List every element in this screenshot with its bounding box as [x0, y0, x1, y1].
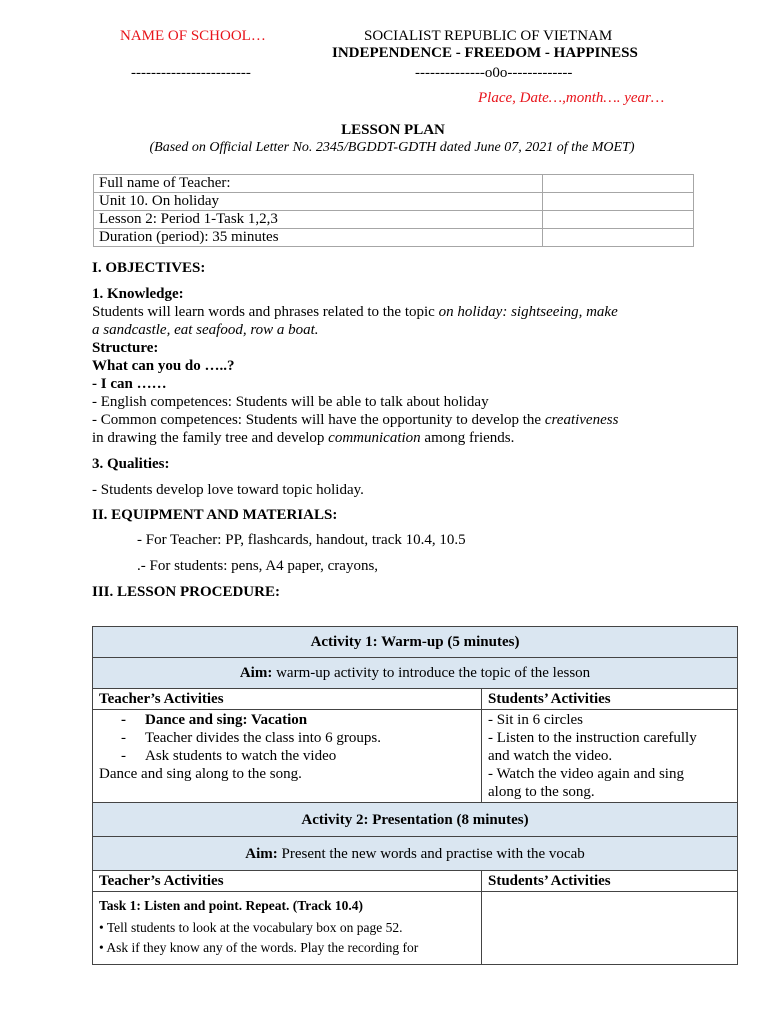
common-comp-c: in drawing the family tree and develop	[92, 430, 329, 446]
common-comp-d: communication	[328, 430, 421, 446]
list-item: - Teacher divides the class into 6 groups.	[99, 729, 475, 747]
teacher-activities-header: Teacher’s Activities	[93, 689, 482, 710]
equipment-students: .- For students: pens, A4 paper, crayons,	[137, 558, 379, 574]
structure-question: What can you do …..?	[92, 358, 235, 374]
student-line: along to the song.	[488, 784, 595, 800]
info-cell: Full name of Teacher:	[94, 175, 543, 193]
motto-rule: --------------o0o-------------	[415, 65, 573, 81]
activity2-header-row	[93, 871, 738, 892]
english-competences: - English competences: Students will be able to talk about holiday	[92, 394, 489, 410]
info-cell: Duration (period): 35 minutes	[94, 229, 543, 247]
activity1-title-row	[93, 627, 738, 658]
page-subtitle: (Based on Official Letter No. 2345/BGDDT-GDTH dated June 07, 2021 of the MOET)	[149, 140, 635, 155]
teacher-activities-cell	[93, 892, 482, 965]
activity2-aim	[93, 837, 738, 871]
activity1-header-row	[93, 689, 738, 710]
students-activities-cell	[482, 710, 738, 803]
activity1-aim	[93, 658, 738, 689]
page-title: LESSON PLAN	[341, 122, 445, 138]
info-blank-cell	[543, 229, 694, 247]
activity1-title: Activity 1: Warm-up (5 minutes)	[93, 627, 738, 658]
equipment-heading: II. EQUIPMENT AND MATERIALS:	[92, 507, 338, 523]
teacher-activity-note: Dance and sing along to the song.	[99, 766, 302, 782]
activity1-content-row	[93, 710, 738, 803]
knowledge-topic-cont: a sandcastle, eat seafood, row a boat.	[92, 322, 319, 338]
info-row	[94, 175, 694, 193]
knowledge-heading: 1. Knowledge:	[92, 286, 184, 302]
info-row	[94, 229, 694, 247]
republic-title: SOCIALIST REPUBLIC OF VIETNAM	[364, 28, 613, 44]
task1-heading: Task 1: Listen and point. Repeat. (Track 10.4)	[99, 898, 364, 913]
activity2-title: Activity 2: Presentation (8 minutes)	[93, 803, 738, 837]
students-activities-header: Students’ Activities	[482, 871, 738, 892]
aim-text: Present the new words and practise with the vocab	[277, 845, 585, 862]
activity2-content-row	[93, 892, 738, 965]
bullet-line: • Tell students to look at the vocabulary box on page 52.	[99, 920, 403, 935]
school-rule: ------------------------	[131, 65, 251, 81]
knowledge-text-plain: Students will learn words and phrases related to the topic	[92, 304, 439, 320]
teacher-activity-list	[99, 711, 475, 765]
structure-heading: Structure:	[92, 340, 159, 356]
info-cell: Lesson 2: Period 1-Task 1,2,3	[94, 211, 543, 229]
knowledge-topic: on holiday: sightseeing, make	[438, 304, 618, 320]
student-line: - Listen to the instruction carefully	[488, 730, 697, 746]
bullet-line: • Ask if they know any of the words. Play the recording for	[99, 940, 419, 955]
student-line: - Watch the video again and sing	[488, 766, 684, 782]
info-row	[94, 211, 694, 229]
activity1-aim-row	[93, 658, 738, 689]
students-activities-cell	[482, 892, 738, 965]
qualities-text: - Students develop love toward topic holiday.	[92, 482, 364, 498]
student-line: - Sit in 6 circles	[488, 712, 583, 728]
objectives-heading: I. OBJECTIVES:	[92, 260, 206, 276]
student-line: and watch the video.	[488, 748, 613, 764]
common-competences	[92, 412, 618, 429]
teacher-activities-header: Teacher’s Activities	[93, 871, 482, 892]
common-competences-cont	[92, 430, 514, 447]
list-item: - Dance and sing: Vacation	[99, 711, 475, 729]
info-blank-cell	[543, 175, 694, 193]
procedure-table	[92, 626, 738, 965]
info-blank-cell	[543, 211, 694, 229]
procedure-heading: III. LESSON PROCEDURE:	[92, 584, 280, 600]
qualities-heading: 3. Qualities:	[92, 456, 170, 472]
teacher-activities-cell	[93, 710, 482, 803]
structure-answer: - I can ……	[92, 376, 167, 392]
common-comp-a: - Common competences: Students will have the opportunity to develop the	[92, 412, 545, 428]
motto: INDEPENDENCE - FREEDOM - HAPPINESS	[332, 45, 638, 61]
aim-text: warm-up activity to introduce the topic of the lesson	[272, 665, 591, 681]
info-blank-cell	[543, 193, 694, 211]
aim-label: Aim:	[245, 845, 278, 862]
knowledge-text	[92, 304, 618, 321]
info-row	[94, 193, 694, 211]
info-table	[93, 174, 694, 247]
list-item: - Ask students to watch the video	[99, 747, 475, 765]
info-cell: Unit 10. On holiday	[94, 193, 543, 211]
equipment-teacher: - For Teacher: PP, flashcards, handout, track 10.4, 10.5	[137, 532, 466, 548]
common-comp-b: creativeness	[544, 412, 619, 428]
activity2-title-row	[93, 803, 738, 837]
activity2-aim-row	[93, 837, 738, 871]
place-date: Place, Date…,month…. year…	[478, 90, 665, 106]
school-name: NAME OF SCHOOL…	[120, 28, 266, 44]
students-activities-header: Students’ Activities	[482, 689, 738, 710]
aim-label: Aim:	[239, 665, 273, 681]
common-comp-e: among friends.	[420, 430, 515, 446]
